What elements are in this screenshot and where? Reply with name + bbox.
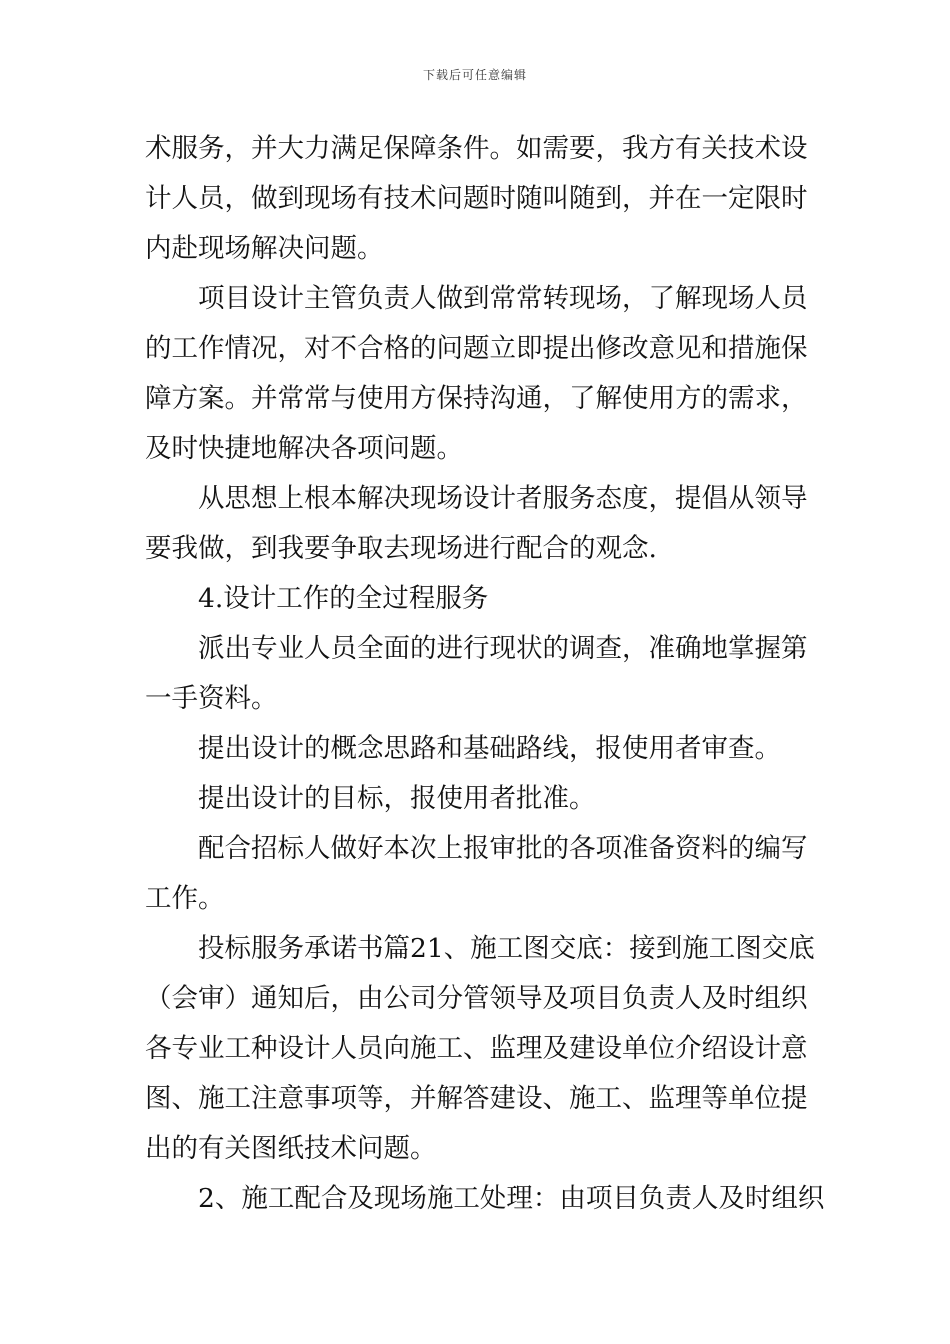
header-note: 下载后可任意编辑 bbox=[422, 68, 527, 82]
text-line: 从思想上根本解决现场设计者服务态度，提倡从领导 bbox=[198, 483, 808, 514]
text-line: 一手资料。 bbox=[145, 683, 278, 714]
text-line: 提出设计的概念思路和基础路线，报使用者审查。 bbox=[198, 733, 781, 764]
text-line: 图、施工注意事项等，并解答建设、施工、监理等单位提 bbox=[145, 1083, 808, 1114]
document-body bbox=[145, 124, 825, 1224]
text-line: 各专业工种设计人员向施工、监理及建设单位介绍设计意 bbox=[145, 1033, 808, 1064]
section-heading: 4.设计工作的全过程服务 bbox=[198, 583, 489, 614]
text-line: 术服务，并大力满足保障条件。如需要，我方有关技术设 bbox=[145, 133, 808, 164]
text-line: 工作。 bbox=[145, 883, 225, 914]
text-line: 2、施工配合及现场施工处理：由项目负责人及时组织 bbox=[198, 1183, 825, 1214]
text-line: 派出专业人员全面的进行现状的调查，准确地掌握第 bbox=[198, 633, 808, 664]
text-line: 计人员，做到现场有技术问题时随叫随到，并在一定限时 bbox=[145, 183, 808, 214]
text-line: 项目设计主管负责人做到常常转现场，了解现场人员 bbox=[198, 283, 808, 314]
text-line: 障方案。并常常与使用方保持沟通，了解使用方的需求， bbox=[145, 383, 808, 414]
text-line: 及时快捷地解决各项问题。 bbox=[145, 433, 463, 464]
text-line: （会审）通知后，由公司分管领导及项目负责人及时组织 bbox=[145, 983, 808, 1014]
text-line: 要我做，到我要争取去现场进行配合的观念. bbox=[145, 533, 657, 564]
text-line: 出的有关图纸技术问题。 bbox=[145, 1133, 437, 1164]
text-line: 提出设计的目标，报使用者批准。 bbox=[198, 783, 596, 814]
text-line: 投标服务承诺书篇21、施工图交底：接到施工图交底 bbox=[198, 933, 815, 964]
text-line: 配合招标人做好本次上报审批的各项准备资料的编写 bbox=[198, 833, 808, 864]
text-line: 内赴现场解决问题。 bbox=[145, 233, 384, 264]
text-line: 的工作情况，对不合格的问题立即提出修改意见和措施保 bbox=[145, 333, 808, 364]
